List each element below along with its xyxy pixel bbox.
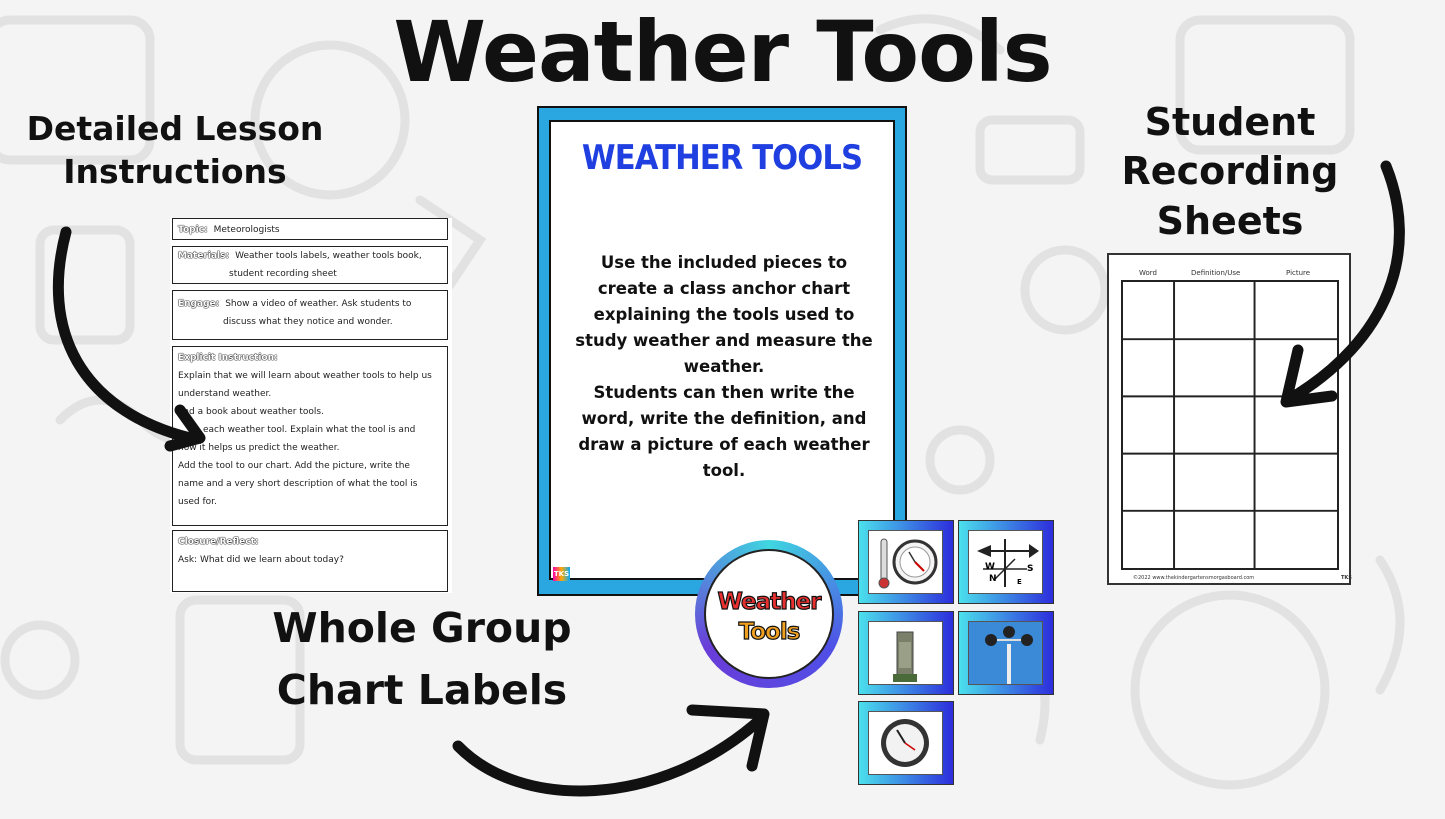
engage-tag: Engage: [178, 299, 220, 309]
explicit-line1: Explain that we will learn about weather tools to help us [178, 371, 432, 381]
recording-arrow-icon [1288, 166, 1399, 400]
explicit-line5: how it helps us predict the weather. [178, 443, 340, 453]
explicit-line6: Add the tool to our chart. Add the picture, write the [178, 461, 410, 471]
page-title: Weather Tools [393, 3, 1052, 101]
engage-line1: Show a video of weather. Ask students to [225, 299, 412, 309]
explicit-line8: used for. [178, 497, 217, 507]
topic-tag: Topic: [178, 225, 208, 235]
closure-tag: Closure/Reflect: [178, 537, 259, 547]
engage-line2: discuss what they notice and wonder. [223, 317, 393, 327]
sheet-header-definition: Definition/Use [1191, 269, 1241, 277]
poster-logo: TKS [553, 567, 570, 581]
labels-callout-line1: Whole Group [272, 604, 572, 652]
recording-callout-line2: Sheets [1156, 198, 1304, 243]
sheet-logo: TKS [1341, 575, 1352, 581]
explicit-line3: ead a book about weather tools. [178, 407, 324, 417]
vane-letter-s: S [1027, 564, 1034, 574]
labels-callout-line2: Chart Labels [276, 665, 568, 714]
poster-paragraph-2: Students can then write the word, write the definition, and draw a picture of each weather tool. [578, 383, 870, 480]
explicit-line7: name and a very short description of what the tool is [178, 479, 418, 489]
vane-letter-n: N [989, 574, 997, 584]
recording-callout-line1: Student Recording [1121, 100, 1339, 194]
sheet-footer: ©2022 www.thekindergartensmorgasboard.com [1133, 575, 1255, 581]
poster-paragraph-1: Use the included pieces to create a class anchor chart explaining the tools used to study weather and measure the weather. [575, 253, 873, 376]
lesson-callout-line1: Detailed Lesson [26, 109, 324, 148]
explicit-line2: understand weather. [178, 389, 272, 399]
labels-arrow-icon [458, 718, 762, 791]
closure-text: Ask: What did we learn about today? [178, 555, 344, 565]
materials-line2: student recording sheet [229, 269, 337, 279]
topic-text: Meteorologists [213, 225, 280, 235]
vane-letter-e: E [1017, 578, 1022, 586]
materials-line1: Weather tools labels, weather tools book, [235, 251, 422, 261]
sheet-header-word: Word [1139, 269, 1157, 277]
lesson-arrow-icon [58, 232, 190, 438]
badge-line1: Weather [717, 589, 821, 615]
vane-letter-w: W [985, 562, 995, 572]
materials-tag: Materials: [178, 251, 230, 261]
sheet-header-picture: Picture [1286, 269, 1311, 277]
badge-line2: Tools [738, 619, 800, 645]
explicit-line4: each weather tool. Explain what the tool is and [203, 425, 416, 435]
explicit-tag: Explicit Instruction: [178, 353, 278, 363]
poster-title: WEATHER TOOLS [581, 138, 863, 178]
lesson-callout-line2: Instructions [63, 151, 287, 191]
